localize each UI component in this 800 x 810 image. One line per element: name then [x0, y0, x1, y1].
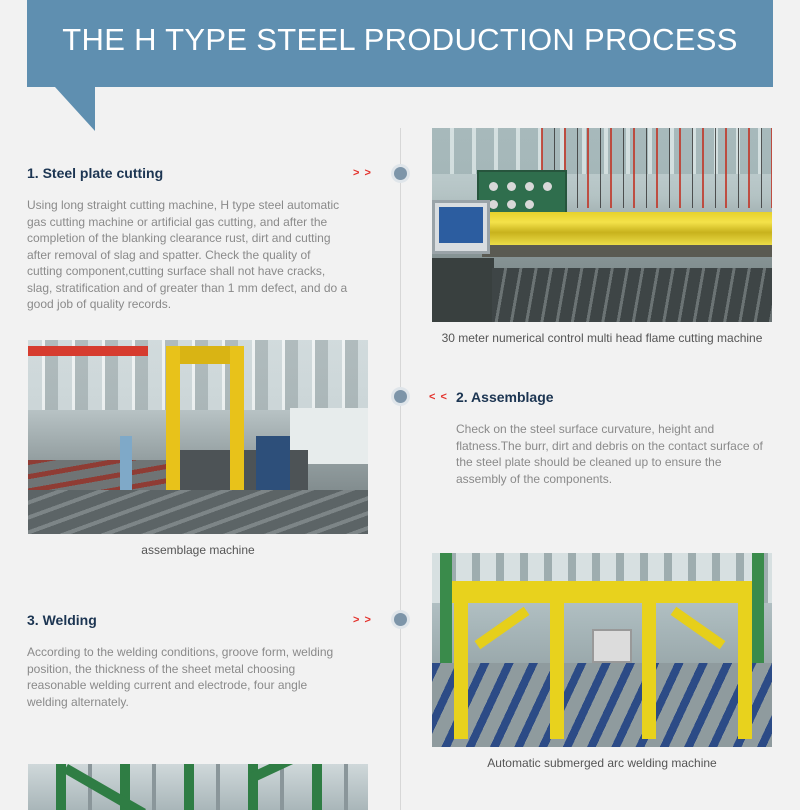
step-3-caption: Automatic submerged arc welding machine	[487, 756, 717, 770]
step-1-arrows-icon: > >	[353, 167, 372, 179]
banner-tail	[55, 87, 95, 131]
next-step-photo-partial	[28, 764, 368, 810]
timeline-dot-step-1	[394, 167, 407, 180]
step-2-title: 2. Assemblage	[456, 389, 554, 405]
step-2-arrows-icon: < <	[429, 391, 448, 403]
step-1-title: 1. Steel plate cutting	[27, 165, 164, 181]
step-3-title: 3. Welding	[27, 612, 97, 628]
step-2-caption: assemblage machine	[141, 543, 255, 557]
page-title: THE H TYPE STEEL PRODUCTION PROCESS	[62, 22, 738, 57]
assemblage-machine-photo	[28, 340, 368, 534]
timeline-line	[400, 128, 401, 810]
flame-cutting-machine-photo	[432, 128, 772, 322]
title-banner	[27, 0, 773, 87]
step-3-description: According to the welding conditions, groove form, welding position, the thickness of the sheet metal choosing reasonable welding current and electrode, four angle welding alternately.	[27, 645, 334, 709]
step-3-arrows-icon: > >	[353, 614, 372, 626]
step-2-description: Check on the steel surface curvature, height and flatness.The burr, dirt and debris on the contact surface of the steel plate should be cleaned up to ensure the assembly of the components.	[456, 422, 763, 486]
step-1-description: Using long straight cutting machine, H type steel automatic gas cutting machine or artificial gas cutting, and after the completion of the blanking clearance rust, dirt and cutting after removal of slag and spatter. Check the quality of cutting component,cutting surface shall not have cracks, slag, stratification and of greater than 1 mm defect, and do a good job of quality records.	[27, 198, 348, 311]
submerged-arc-welding-machine-photo	[432, 553, 772, 747]
timeline-dot-step-2	[394, 390, 407, 403]
step-1-caption: 30 meter numerical control multi head flame cutting machine	[441, 331, 763, 345]
timeline-dot-step-3	[394, 613, 407, 626]
